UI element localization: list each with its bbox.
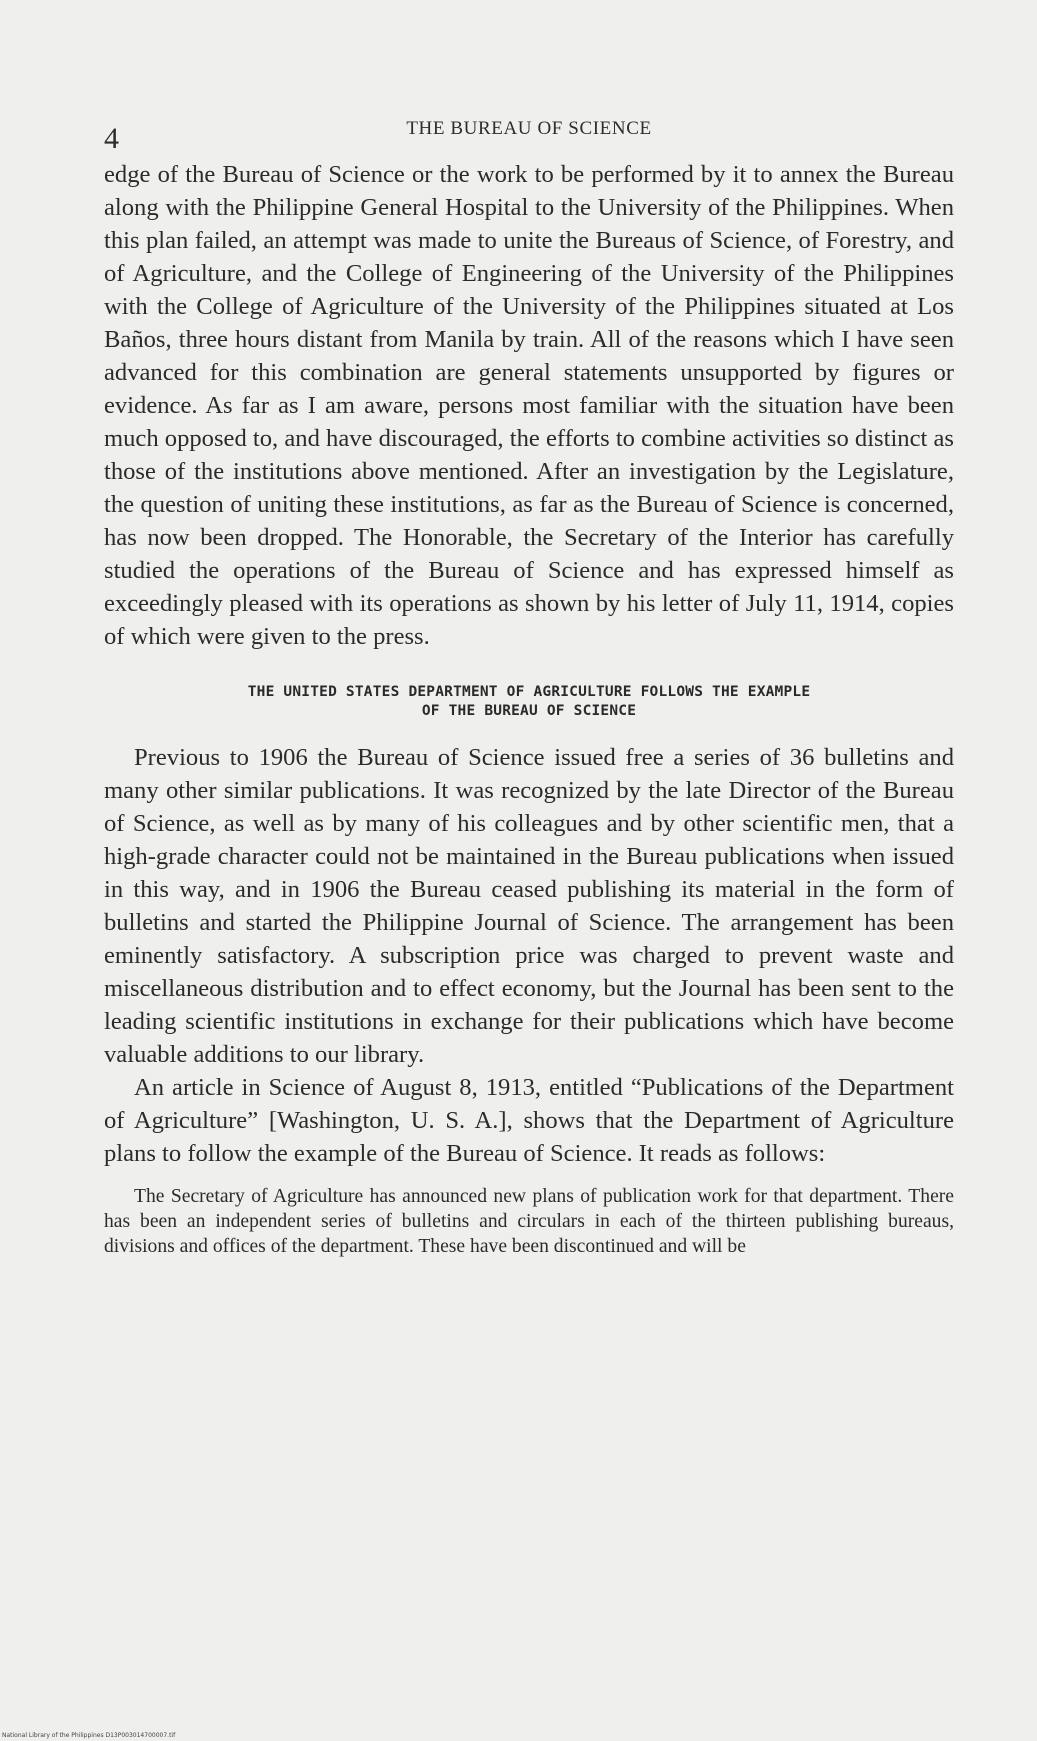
page-header — [104, 112, 954, 158]
paragraph-bulletins: Previous to 1906 the Bureau of Science issued free a series of 36 bulletins and many other similar publications. It was recognized by the late Director of the Bureau of Science, as well as by many of his colleagues and by other scientific men, that a high-grade character could not be maintained in the Bureau publications when issued in this way, and in 1906 the Bureau ceased publishing its material in the form of bulletins and started the Philippine Journal of Science. The arrangement has been eminently satisfactory. A subscription price was charged to prevent waste and miscellaneous distribution and to effect economy, but the Journal has been sent to the leading scientific institutions in exchange for their publications which have become valuable additions to our library. — [104, 744, 954, 1068]
running-head: THE BUREAU OF SCIENCE — [406, 118, 652, 139]
section-heading-line-2: OF THE BUREAU OF SCIENCE — [421, 703, 637, 719]
section-heading-line-1: THE UNITED STATES DEPARTMENT OF AGRICULTURE FOLLOWS THE EXAMPLE — [247, 684, 811, 700]
paragraph-continuation: edge of the Bureau of Science or the work to be performed by it to annex the Bureau along with the Philippine General Hospital to the University of the Philippines. When this plan failed, an attempt was made to unite the Bureaus of Science, of Forestry, and of Agriculture, and the College of Engineering of the University of the Philippines with the College of Agriculture of the University of the Philippines situated at Los Baños, three hours distant from Manila by train. All of the reasons which I have seen advanced for this combination are general statements unsupported by figures or evidence. As far as I am aware, persons most familiar with the situation have been much opposed to, and have discouraged, the efforts to combine activities so distinct as those of the institutions above mentioned. After an investigation by the Legislature, the question of uniting these institutions, as far as the Bureau of Science is concerned, has now been dropped. The Honorable, the Secretary of the Interior has carefully studied the operations of the Bureau of Science and has expressed himself as exceedingly pleased with its operations as shown by his letter of July 11, 1914, copies of which were given to the press. — [104, 161, 954, 650]
section-heading — [104, 683, 954, 721]
paragraph-science-article: An article in Science of August 8, 1913, entitled “Publications of the Department of Agriculture” [Washington, U. S. A.], shows that the Department of Agriculture plans to follow the example of the Bureau of Science. It reads as follows: — [104, 1074, 954, 1167]
text-block — [104, 112, 954, 1259]
page-number: 4 — [104, 122, 119, 155]
scan-credit: National Library of the Philippines D13P003014700007.tif — [2, 1732, 176, 1739]
block-quote: The Secretary of Agriculture has announced new plans of publication work for that department. There has been an independent series of bulletins and circulars in each of the thirteen publishing bureaus, divisions and offices of the department. These have been discontinued and will be — [104, 1186, 954, 1257]
